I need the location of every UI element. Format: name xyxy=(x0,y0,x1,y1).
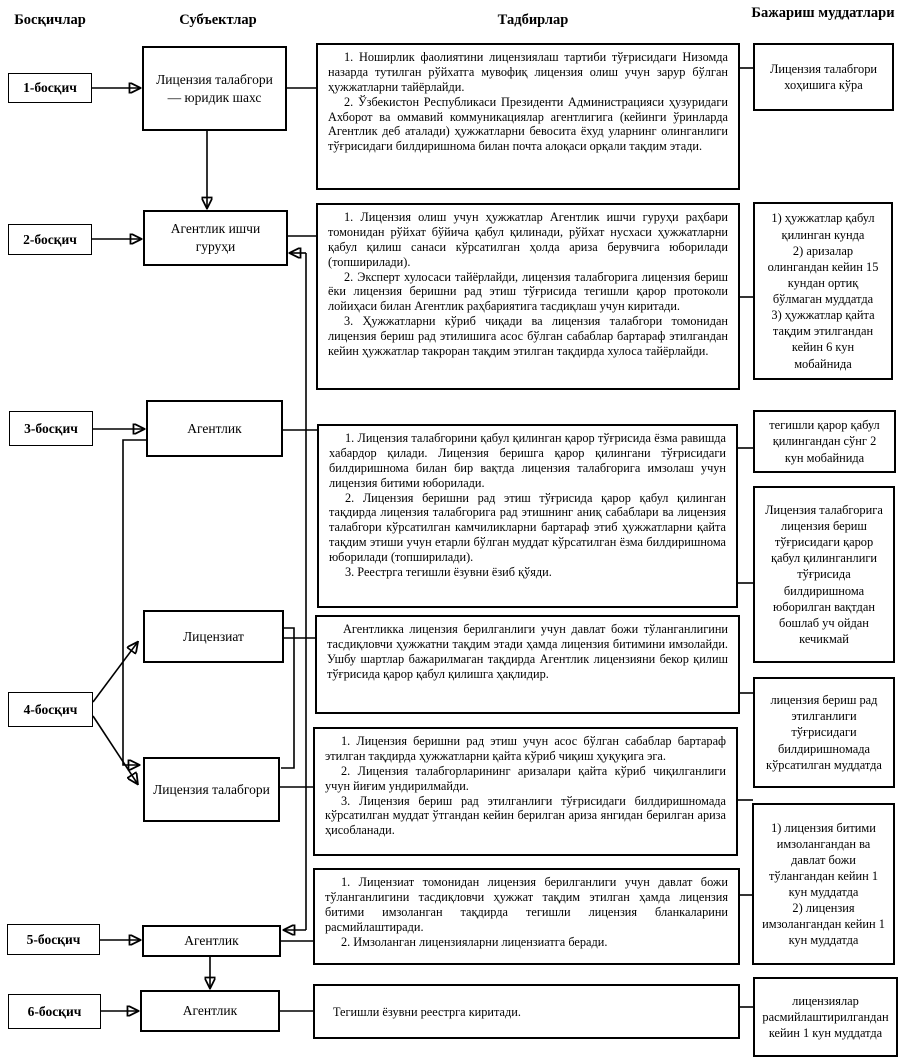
deadline-box-2 xyxy=(753,202,893,380)
activity-paragraph: 2. Лицензия талабгорларининг аризалари қайта кўриб чиқилганлиги учун йиғим ундирилмайди. xyxy=(325,763,726,793)
subject-box-agency-working-group: Агентлик ишчи гуруҳи xyxy=(143,210,288,266)
deadline-box-3 xyxy=(753,410,896,473)
activity-paragraph: 2. Эксперт хулосаси тайёрлайди, лицензия талабгорига лицензия бериш ёки лицензия беришни рад этиш тўғрисида тегишли қарор протоколи лойиҳаси билан Агентлик раҳбариятига тасдиқлаш учун киритади. xyxy=(328,269,728,314)
activity-box-7 xyxy=(313,984,740,1039)
stage-box-5: 5-босқич xyxy=(7,924,100,955)
deadline-text: лицензиялар расмийлаштирилгандан кейин 1 кун муддатда xyxy=(762,993,889,1041)
deadline-box-6 xyxy=(752,803,895,965)
subject-box-licensee: Лицензиат xyxy=(143,610,284,663)
subject-box-agency-stage3: Агентлик xyxy=(146,400,283,457)
activity-box-2 xyxy=(316,203,740,390)
deadline-text: 2) аризалар олингандан кейин 15 кундан ортиқ бўлмаган муддатда xyxy=(767,243,879,306)
activity-paragraph: 3. Ҳужжатларни кўриб чиқади ва лицензия талабгори томонидан лицензия бериш рад этилишига асос бўлган сабаблар бартараф этилгандан кейин ҳужжатлар такроран тақдим этилган тақдирда хулоса тайёрлайди. xyxy=(328,314,728,358)
activity-paragraph: 1. Лицензиат томонидан лицензия берилганлиги учун давлат божи тўланганлигини тасдиқловчи ҳужжат тақдим этилган ҳамда лицензия битими имзоланган тақдирда тегишли лицензия бланкаларини расмийлаштиради. xyxy=(325,875,728,934)
deadline-text: 2) лицензия имзолангандан кейин 1 кун муддатда xyxy=(762,901,885,948)
subject-box-agency-stage6: Агентлик xyxy=(140,990,280,1032)
column-header-subjects: Субъектлар xyxy=(179,12,257,28)
stage-box-6: 6-босқич xyxy=(8,994,101,1029)
deadline-text: Лицензия талабгори хоҳишига кўра xyxy=(769,61,878,92)
activity-paragraph: Тегишли ёзувни реестрга киритади. xyxy=(333,1004,521,1019)
deadline-text: Лицензия талабгорига лицензия бериш тўғрисидаги қарор қабул қилинганлиги тўғрисида билдиришнома юборилган вақтдан бошлаб уч ойдан кечикмай xyxy=(765,502,883,646)
activity-box-1 xyxy=(316,43,740,190)
column-header-activities: Тадбирлар xyxy=(497,12,569,28)
column-header-stages: Босқичлар xyxy=(14,12,86,28)
activity-paragraph: 2. Ўзбекистон Республикаси Президенти Администрацияси ҳузуридаги Ахборот ва оммавий коммуникациялар агентлигига (кейинги ўринларда Агентлик деб аталади) ҳужжатларни бевосита ёхуд уларнинг олинганлиги тўғрисидаги билдиришнома билан почта алоқаси орқали тақдим этади. xyxy=(328,94,728,154)
subject-box-license-applicant: Лицензия талабгори xyxy=(143,757,280,822)
deadline-text: 3) ҳужжатлар қайта тақдим этилгандан кейин 6 кун мобайнида xyxy=(771,308,875,371)
deadline-box-7 xyxy=(753,977,898,1057)
arrow-stage4-down xyxy=(93,716,137,783)
deadline-text: 1) лицензия битими имзолангандан ва давлат божи тўлангандан кейин 1 кун муддатда xyxy=(768,820,879,899)
stage-box-4: 4-босқич xyxy=(8,692,93,727)
activity-paragraph: 1. Лицензия беришни рад этиш учун асос бўлган сабаблар бартараф этилган тақдирда ҳужжатларни қайта кўриб чиқиш ҳуқуқига эга. xyxy=(325,734,726,763)
deadline-box-1 xyxy=(753,43,894,111)
deadline-box-4 xyxy=(753,486,895,663)
deadline-text: тегишли қарор қабул қилингандан сўнг 2 кун мобайнида xyxy=(769,418,880,465)
deadline-box-5 xyxy=(753,677,895,788)
activity-box-4 xyxy=(315,615,740,714)
subject-box-agency-stage5: Агентлик xyxy=(142,925,281,957)
deadline-text: лицензия бериш рад этилганлиги тўғрисидаги билдиришномада кўрсатилган муддатда xyxy=(766,693,882,772)
stage-box-1: 1-босқич xyxy=(8,73,92,103)
stage-box-2: 2-босқич xyxy=(8,224,92,255)
activity-paragraph: 3. Реестрга тегишли ёзувни ёзиб қўяди. xyxy=(345,564,552,579)
activity-paragraph: 1. Ноширлик фаолиятини лицензиялаш тартиби тўғрисидаги Низомда назарда тутилган рўйхатга мувофиқ лицензия олиш учун зарур бўлган ҳужжатларни тайёрлайди. xyxy=(328,50,728,94)
activity-paragraph: Агентликка лицензия берилганлиги учун давлат божи тўланганлигини тасдиқловчи ҳужжатни тақдим этади ҳамда лицензия битимини имзолайди. Ушбу шартлар бажарилмаган тақдирда Агентлик лицензияни бекор қилиш тўғрисида қарор қабул қилишга ҳақлидир. xyxy=(327,622,728,681)
rail-left xyxy=(123,440,146,765)
activity-paragraph: 1. Лицензия олиш учун ҳужжатлар Агентлик ишчи гуруҳи раҳбари томонидан рўйхат бўйича қабул қилинади, рўйхат нусхаси ҳужжатларни қабул қилиш санаси кўрсатилган ҳолда ариза берувчига юборилади (топширилади). xyxy=(328,210,728,269)
activity-paragraph: 2. Лицензия беришни рад этиш тўғрисида қарор қабул қилинган тақдирда лицензия талабгорига рад этишнинг аниқ сабаблари ва лицензия талабгори кўрсатилган камчиликларни бартараф этиб ҳужжатларни қайта тақдим этиши учун етарли бўлган муддат кўрсатилган ёзма билдиришнома юборилади (топширилади). xyxy=(329,490,726,564)
activity-paragraph: 3. Лицензия бериш рад этилганлиги тўғрисидаги билдиришномада кўрсатилган муддат ўтгандан кейин берилган ариза янгидан берилган ариза ҳисобланади. xyxy=(325,793,726,838)
arrow-stage4-up xyxy=(93,643,137,702)
activity-paragraph: 1. Лицензия талабгорини қабул қилинган қарор тўғрисида ёзма равишда хабардор қилади. Лицензия беришга қарор қилингани тўғрисидаги билдиришнома билан бир вақтда лицензия талабгорига имзолаш учун лицензия битими юборилади. xyxy=(329,431,726,490)
deadline-text: 1) ҳужжатлар қабул қилинган кунда xyxy=(771,211,875,242)
subject-box-license-applicant-legal-entity: Лицензия талабгори — юридик шахс xyxy=(142,46,287,131)
activity-box-5 xyxy=(313,727,738,856)
activity-box-6 xyxy=(313,868,740,965)
stage-box-3: 3-босқич xyxy=(9,411,93,446)
activity-paragraph: 2. Имзоланган лицензияларни лицензиатга беради. xyxy=(341,934,608,949)
activity-box-3 xyxy=(317,424,738,608)
column-header-deadlines: Бажариш муддатлари xyxy=(751,5,895,21)
